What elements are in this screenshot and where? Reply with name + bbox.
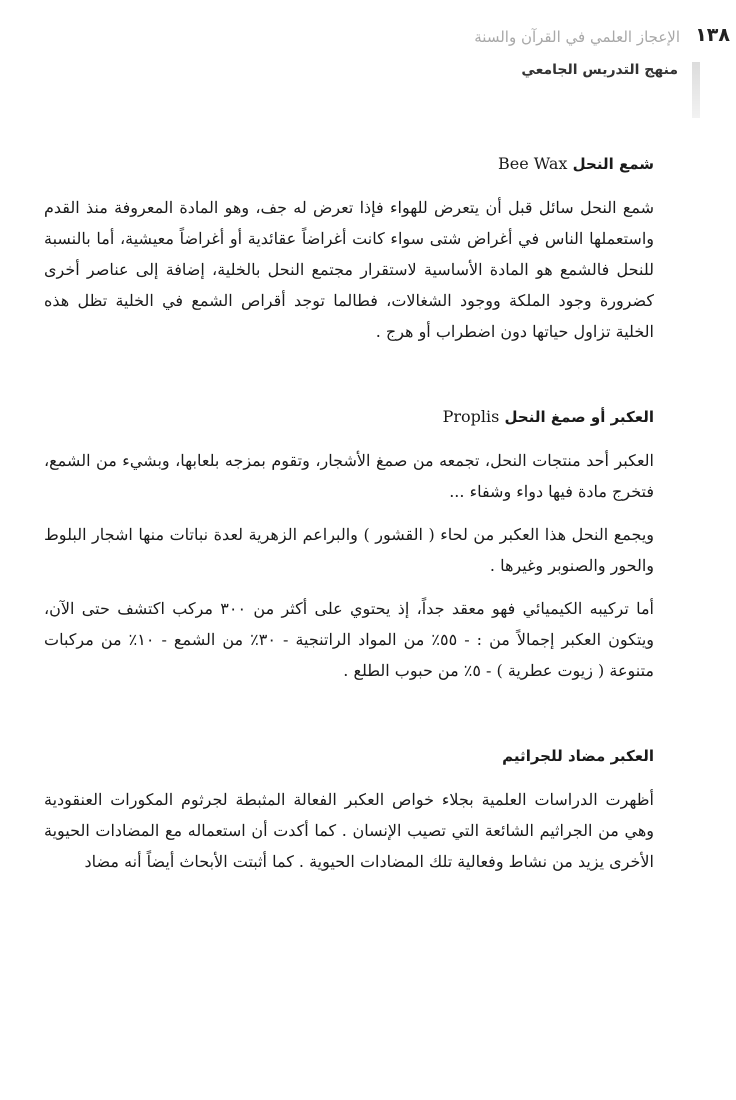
section-heading-latin: Proplis [442,407,500,426]
paragraph: ويجمع النحل هذا العكبر من لحاء ( القشور ) والبراعم الزهرية لعدة نباتات منها اشجار البلوط والحور والصنوبر وغيرها . [44,525,654,575]
section-heading-propolis [44,403,654,431]
section-heading-arabic: شمع النحل [572,155,654,173]
paragraph: أظهرت الدراسات العلمية بجلاء خواص العكبر الفعالة المثبطة لجرثوم المكورات العنقودية وهي من الجراثيم الشائعة التي تصيب الإنسان . كما أكدت أن استعماله مع المضادات الحيوية الأخرى يزيد من نشاط وفعالية تلك المضادات الحيوية . كما أثبتت الأبحاث أيضاً أنه مضاد [44,790,654,871]
paragraph: شمع النحل سائل قبل أن يتعرض للهواء فإذا تعرض له جف، وهو المادة المعروفة منذ القدم واستعملها الناس في أغراض شتى سواء كانت أغراضاً عقائدية أو أغراضاً معيشية، أما بالنسبة للنحل فالشمع هو المادة الأساسية لاستقرار مجتمع النحل بالخلية، إضافة إلى عناصر أخرى كضرورة وجود الملكة ووجود الشغالات، فطالما توجد أقراص الشمع في الخلية تظل هذه الخلية تزاول حياتها دون اضطراب أو هرج . [44,198,654,341]
header-side-bar [692,62,700,118]
paragraph: أما تركيبه الكيميائي فهو معقد جداً، إذ يحتوي على أكثر من ٣٠٠ مركب اكتشف حتى الآن، ويتكون العكبر إجمالاً من : - ٥٥٪ من المواد الراتنجية - ٣٠٪ من الشمع - ١٠٪ من مركبات متنوعة ( زيوت عطرية ) - ٥٪ من حبوب الطلع . [44,599,654,680]
section-heading-latin: Bee Wax [497,154,568,173]
section-heading-arabic: العكبر أو صمغ النحل [504,408,654,426]
running-subtitle: منهج التدريس الجامعي [521,62,678,78]
page-number: ١٣٨ [695,24,730,46]
section-heading-bee-wax [44,150,654,178]
paragraph: العكبر أحد منتجات النحل، تجمعه من صمغ الأشجار، وتقوم بمزجه بلعابها، وبشيء من الشمع، فتخرج مادة فيها دواء وشفاء ... [44,451,654,501]
page-content [44,150,654,877]
section-heading-antibacterial [44,742,654,770]
running-title: الإعجاز العلمي في القرآن والسنة [474,28,680,46]
section-heading-arabic: العكبر مضاد للجراثيم [502,747,654,765]
page-header [440,22,730,102]
